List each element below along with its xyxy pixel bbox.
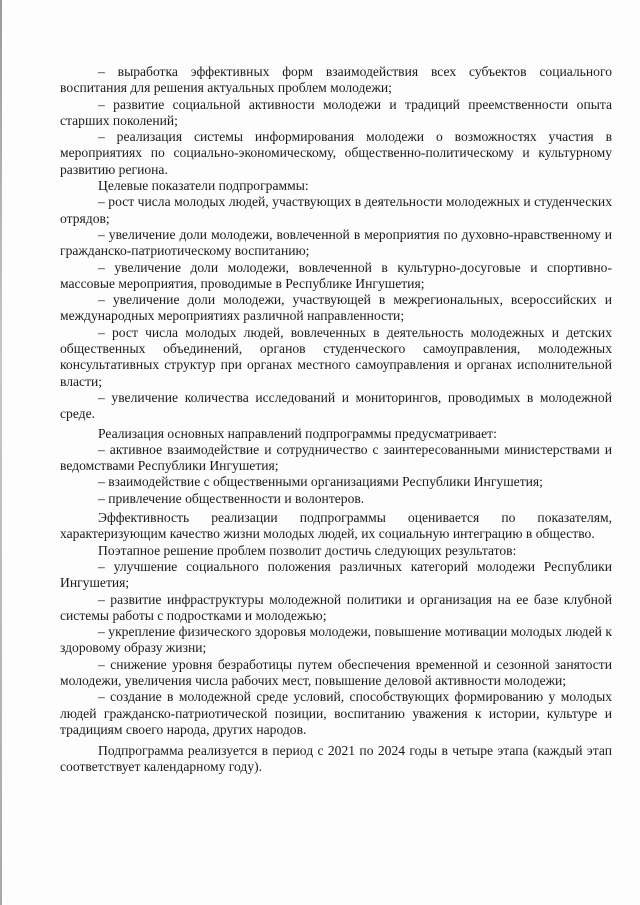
paragraph-objective-forms: – выработка эффективных форм взаимодействия всех субъектов социального воспитания для решения актуальных проблем молодежи; [60,64,612,96]
paragraph-objective-information: – реализация системы информирования молодежи о возможностях участия в мероприятиях по социально-экономическому, общественно-политическому и культурному развитию региона. [60,129,612,177]
paragraph-indicator-2: – увеличение доли молодежи, вовлеченной в мероприятия по духовно-нравственному и гражданско-патриотическому воспитанию; [60,226,612,259]
paragraph-objective-activity: – развитие социальной активности молодежи и традиций преемственности опыта старших поколений; [60,96,612,128]
paragraph-implementation-heading: Реализация основных направлений подпрограммы предусматривает: [98,425,497,441]
paragraph-indicator-3: – увеличение доли молодежи, вовлеченной в культурно-досуговые и спортивно-массовые мероприятия, проводимые в Республике Ингушетия; [60,259,612,291]
paragraph-result-4: – снижение уровня безработицы путем обеспечения временной и сезонной занятости молодежи, увеличения числа рабочих мест, повышение деловой активности молодежи; [60,656,612,688]
paragraph-effectiveness: Эффективность реализации подпрограммы оценивается по показателям, характеризующим качество жизни молодых людей, их социальную интеграцию в общество. [60,510,612,542]
paragraph-implementation-1: – активное взаимодействие и сотрудничество с заинтересованными министерствами и ведомствами Республики Ингушетия; [60,441,612,474]
paragraph-indicator-5: – рост числа молодых людей, вовлеченных в деятельность молодежных и детских общественных объединений, органов студенческого самоуправления, молодежных консультативных структур при органах местного самоуправления и органах исполнительной власти; [60,324,612,389]
paragraph-indicator-1: – рост числа молодых людей, участвующих в деятельности молодежных и студенческих отрядов; [60,194,612,226]
paragraph-indicator-6: – увеличение количества исследований и мониторингов, проводимых в молодежной среде. [60,389,612,422]
paragraph-period: Подпрограмма реализуется в период с 2021 по 2024 годы в четыре этапа (каждый этап соответствует календарному году). [60,743,612,775]
scan-edge [0,0,2,905]
paragraph-result-3: – укрепление физического здоровья молодежи, повышение мотивации молодых людей к здоровому образу жизни; [60,624,612,656]
paragraph-result-2: – развитие инфраструктуры молодежной политики и организация на ее базе клубной системы работы с подростками и молодежью; [60,591,612,623]
paragraph-result-5: – создание в молодежной среде условий, способствующих формированию у молодых людей гражданско-патриотической позиции, воспитанию уважения к истории, культуре и традициям своего народа, других народов. [60,689,612,737]
paragraph-implementation-3: – привлечение общественности и волонтеров. [98,490,365,506]
document-body [60,64,612,776]
paragraph-implementation-2: – взаимодействие с общественными организациями Республики Ингушетия; [98,474,543,490]
paragraph-results-heading: Поэтапное решение проблем позволит достичь следующих результатов: [98,542,517,558]
paragraph-result-1: – улучшение социального положения различных категорий молодежи Республики Ингушетия; [60,558,612,591]
paragraph-indicator-4: – увеличение доли молодежи, участвующей в межрегиональных, всероссийских и международных мероприятиях различной направленности; [60,292,612,324]
paragraph-indicators-heading: Целевые показатели подпрограммы: [98,178,309,194]
